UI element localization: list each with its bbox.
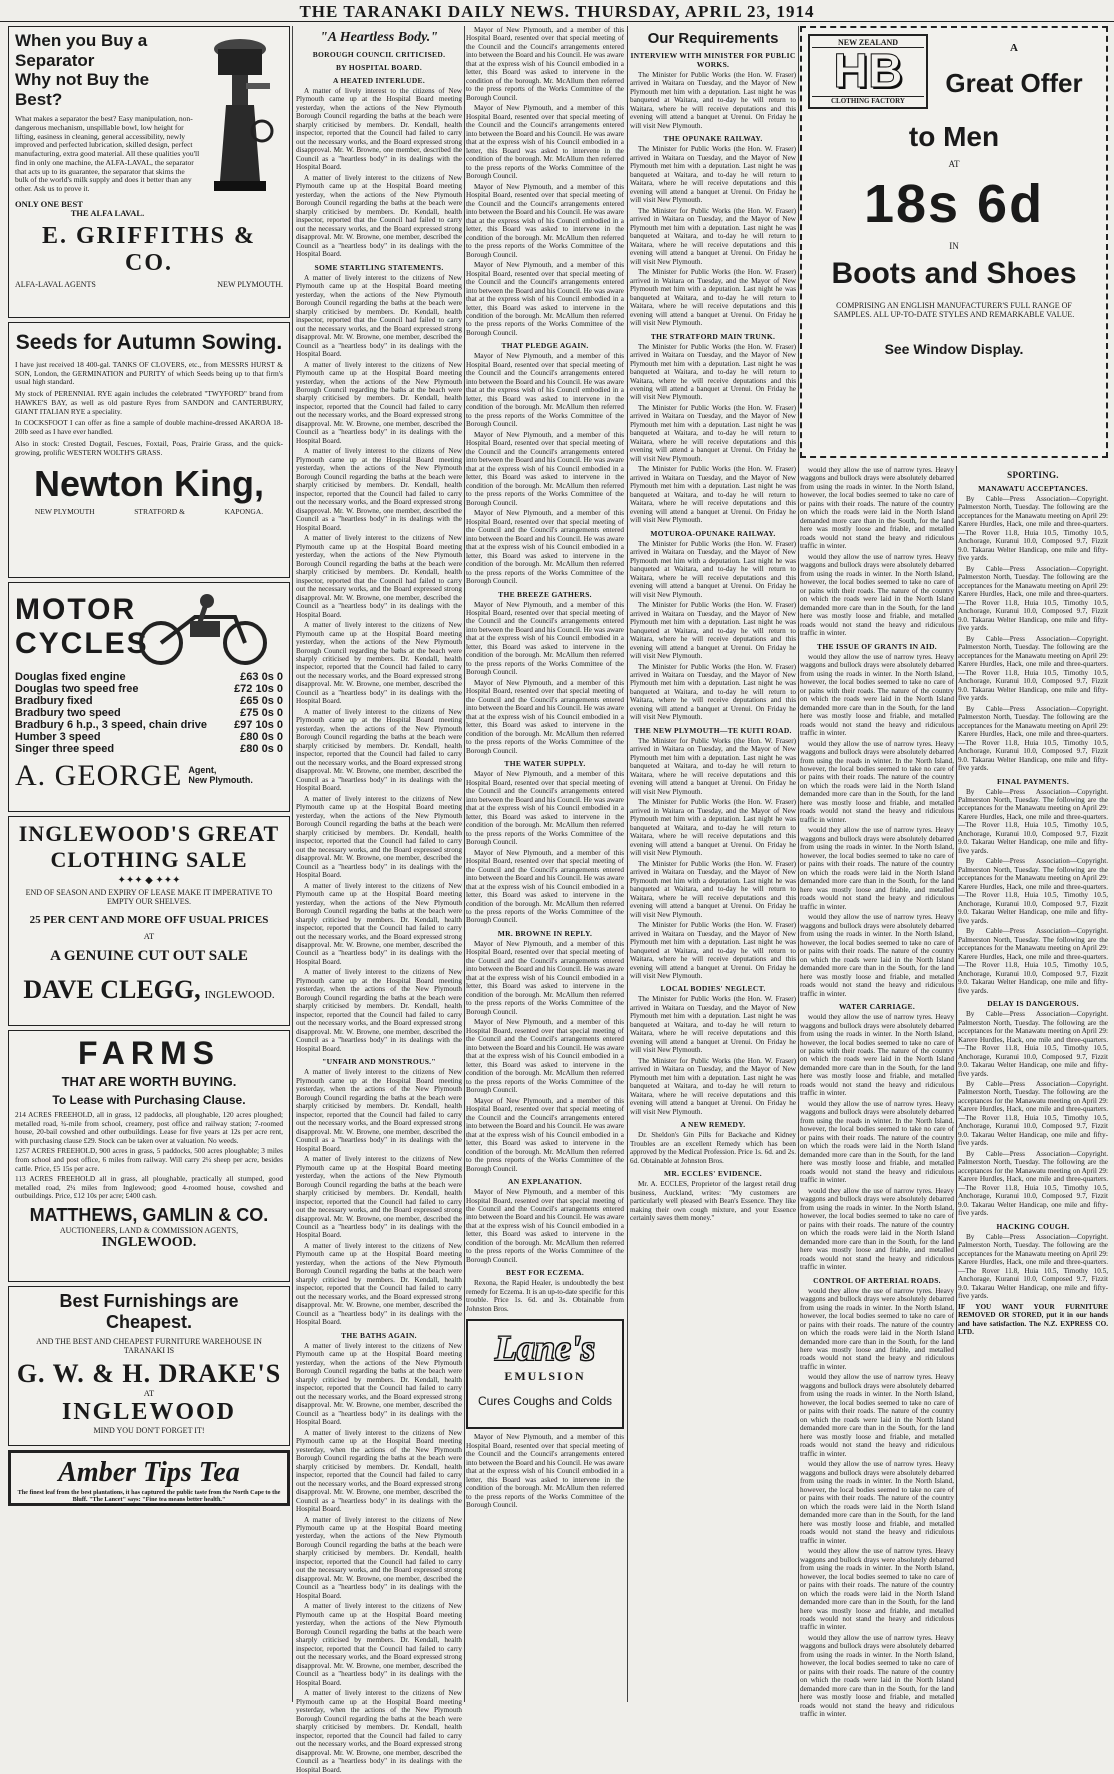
- article-paragraph: A matter of lively interest to the citizens of New Plymouth came up at the Hospital Board meeting yesterday, when the actions of the New Plymouth Borough Council regarding the baths at the beach were sharply criticised by members. Dr. Kendall, health inspector, reported that the Council had failed to carry out the necessary works, and the Board expressed strong disapproval. Mr. W. Browne, one member, described the Council as a "heartless body" in its dealings with the Hospital Board.: [296, 1068, 462, 1153]
- farms-role: AUCTIONEERS, LAND & COMMISSION AGENTS,: [59, 1226, 239, 1236]
- article-paragraph: A matter of lively interest to the citizens of New Plymouth came up at the Hospital Board meeting yesterday, when the actions of the New Plymouth Borough Council regarding the baths at the beach were sharply criticised by members. Dr. Kendall, health inspector, reported that the Council had failed to carry out the necessary works, and the Board expressed strong disapproval. Mr. W. Browne, one member, described the Council as a "heartless body" in its dealings with the Hospital Board.: [296, 1155, 462, 1240]
- article-subheading: MANAWATU ACCEPTANCES.: [978, 484, 1088, 493]
- article-paragraph: By Cable—Press Association—Copyright. Palmerston North, Tuesday. The following are the acceptances for the Manawatu meeting on April 29: Karere Hurdles, Hack, one mile and three-quarters.—The Rover 11.8, Huia 10.5, Timothy 10.5, Anchorage, Kuranui 10.0, Composed 9.7, Fizzit 9.0. Takarau Welter Handicap, one mile and fifty-five yards.: [958, 704, 1108, 773]
- hb-logo: [808, 34, 928, 109]
- article-paragraph: By Cable—Press Association—Copyright. Palmerston North, Tuesday. The following are the acceptances for the Manawatu meeting on April 29: Karere Hurdles, Hack, one mile and three-quarters.—The Rover 11.8, Huia 10.5, Timothy 10.5, Anchorage, Kuranui 10.0, Composed 9.7, Fizzit 9.0. Takarau Welter Handicap, one mile and fifty-five yards.: [958, 787, 1108, 855]
- separator-brand: THE ALFA LAVAL.: [70, 208, 145, 219]
- news-column-roads: [800, 466, 954, 1719]
- article-headline: Our Requirements: [647, 30, 779, 47]
- farms-heading: FARMS: [78, 1035, 220, 1071]
- amber-tips-tea-advert: [8, 1450, 290, 1506]
- motor-price-row: [15, 743, 283, 755]
- column-rule: [956, 466, 957, 1702]
- article-paragraph: A matter of lively interest to the citizens of New Plymouth came up at the Hospital Board meeting yesterday, when the actions of the New Plymouth Borough Council regarding the baths at the beach were sharply criticised by members. Dr. Kendall, health inspector, reported that the Council had failed to carry out the necessary works, and the Board expressed strong disapproval. Mr. W. Browne, one member, described the Council as a "heartless body" in its dealings with the Hospital Board.: [296, 360, 462, 445]
- article-paragraph: A matter of lively interest to the citizens of New Plymouth came up at the Hospital Board meeting yesterday, when the actions of the New Plymouth Borough Council regarding the baths at the beach were sharply criticised by members. Dr. Kendall, health inspector, reported that the Council had failed to carry out the necessary works, and the Board expressed strong disapproval. Mr. W. Browne, one member, described the Council as a "heartless body" in its dealings with the Hospital Board.: [296, 881, 462, 966]
- hb-boots-shoes: Boots and Shoes: [831, 257, 1077, 290]
- article-paragraph: would they allow the use of narrow tyres. Heavy waggons and bullock drays were absolutely debarred from using the roads in winter. In the North Island, however, the local bodies seemed to take no care of or pains with their roads. The nature of the country on which the roads were laid in the North Island demanded more care than in the South, for the land here was mostly loose and friable, and metalled roads would not stand the heavy and ridiculous traffic in winter.: [800, 552, 954, 638]
- article-paragraph: The Minister for Public Works (the Hon. W. Fraser) arrived in Waitara on Tuesday, and the Mayor of New Plymouth met him with a deputation. Last night he was banqueted at Waitara, and to-day he will return to Waitara, where he will receive deputations and this evening will attend a banquet at Urenui. On Friday he will visit New Plymouth.: [630, 403, 796, 463]
- seeds-town: STRATFORD &: [134, 507, 185, 517]
- article-paragraph: By Cable—Press Association—Copyright. Palmerston North, Tuesday. The following are the acceptances for the Manawatu meeting on April 29: Karere Hurdles, Hack, one mile and three-quarters.—The Rover 11.8, Huia 10.5, Timothy 10.5, Anchorage, Kuranui 10.0, Composed 9.7, Fizzit 9.0. Takarau Welter Handicap, one mile and fifty-five yards.: [958, 1232, 1108, 1301]
- hb-logo-letters: HB: [833, 45, 903, 98]
- article-paragraph: The Minister for Public Works (the Hon. W. Fraser) arrived in Waitara on Tuesday, and the Mayor of New Plymouth met him with a deputation. Last night he was banqueted at Waitara, and to-day he will return to Waitara, where he will receive deputations and this evening will attend a banquet at Urenui. On Friday he will visit New Plymouth.: [630, 206, 796, 266]
- article-subheading: CONTROL OF ARTERIAL ROADS.: [813, 1275, 941, 1285]
- clothing-town: INGLEWOOD.: [204, 989, 275, 1002]
- article-paragraph: A matter of lively interest to the citizens of New Plymouth came up at the Hospital Board meeting yesterday, when the actions of the New Plymouth Borough Council regarding the baths at the beach were sharply criticised by members. Dr. Kendall, health inspector, reported that the Council had failed to carry out the necessary works, and the Board expressed strong disapproval. Mr. W. Browne, one member, described the Council as a "heartless body" in its dealings with the Hospital Board.: [296, 1428, 462, 1514]
- motor-item-name: Singer three speed: [15, 743, 115, 755]
- article-paragraph: A matter of lively interest to the citizens of New Plymouth came up at the Hospital Board meeting yesterday, when the actions of the New Plymouth Borough Council regarding the baths at the beach were sharply criticised by members. Dr. Kendall, health inspector, reported that the Council had failed to carry out the necessary works, and the Board expressed strong disapproval. Mr. W. Browne, one member, described the Council as a "heartless body" in its dealings with the Hospital Board.: [296, 1689, 462, 1774]
- furnish-at: AT: [143, 1388, 155, 1399]
- seeds-paragraph: In COCKSFOOT I can offer as fine a sample of double machine-dressed AKAROA 18-20lb seed as I have ever handled.: [15, 418, 283, 437]
- column-rule: [627, 26, 628, 1702]
- article-paragraph: would they allow the use of narrow tyres. Heavy waggons and bullock drays were absolutely debarred from using the roads in winter. In the North Island, however, the local bodies seemed to take no care of or pains with their roads. The nature of the country on which the roads were laid in the North Island demanded more care than in the South, for the land here was mostly loose and friable, and metalled roads would not stand the heavy and ridiculous traffic in winter.: [800, 913, 954, 998]
- separator-body: What makes a separator the best? Easy manipulation, non-dangerous mechanism, unspillable bowl, low height for lifting, easiness in cleaning, general accessibility, newly improved and perfected lubrication, skilled design, perfect manufacturing, extra good material. All these qualities you'll find in only one machine, the ALFA-LAVAL, the separator that acts up to its guarantee, the separator that skims the bulk of the world's milk supply and does it better than any other. Ask us to prove it.: [15, 114, 200, 193]
- article-paragraph: The Minister for Public Works (the Hon. W. Fraser) arrived in Waitara on Tuesday, and the Mayor of New Plymouth met him with a deputation. Last night he was banqueted at Waitara, and to-day he will return to Waitara, where he will receive deputations and this evening will attend a banquet at Urenui. On Friday he will visit New Plymouth.: [630, 995, 796, 1055]
- article-paragraph: A matter of lively interest to the citizens of New Plymouth came up at the Hospital Board meeting yesterday, when the actions of the New Plymouth Borough Council regarding the baths at the beach were sharply criticised by members. Dr. Kendall, health inspector, reported that the Council had failed to carry out the necessary works, and the Board expressed strong disapproval. Mr. W. Browne, one member, described the Council as a "heartless body" in its dealings with the Hospital Board.: [296, 707, 462, 793]
- motor-price-row: [15, 671, 283, 683]
- article-paragraph: Mayor of New Plymouth, and a member of this Hospital Board, resented over that special meeting of the Council and the Council's arrangements entered into between the Board and his Council. He was aware that at the express wish of his Council embodied in a letter, this Board was asked to intervene in the condition of the borough. Mr. McAllum then referred to the press reports of the Works Committee of the Borough Council.: [466, 26, 624, 102]
- hb-logo-bottom: CLOTHING FACTORY: [812, 96, 924, 105]
- farms-lease: To Lease with Purchasing Clause.: [52, 1093, 246, 1107]
- article-paragraph: The Minister for Public Works (the Hon. W. Fraser) arrived in Waitara on Tuesday, and the Mayor of New Plymouth met him with a deputation. Last night he was banqueted at Waitara, and to-day he will return to Waitara, where he will receive deputations and this evening will attend a banquet at Urenui. On Friday he will visit New Plymouth.: [630, 736, 796, 796]
- article-paragraph: By Cable—Press Association—Copyright. Palmerston North, Tuesday. The following are the acceptances for the Manawatu meeting on April 29: Karere Hurdles, Hack, one mile and three-quarters.—The Rover 11.8, Huia 10.5, Timothy 10.5, Anchorage, Kuranui 10.0, Composed 9.7, Fizzit 9.0. Takarau Welter Handicap, one mile and fifty-five yards.: [958, 1149, 1108, 1218]
- article-subheading: BY HOSPITAL BOARD.: [335, 63, 423, 72]
- column-rule: [464, 26, 465, 1702]
- article-paragraph: would they allow the use of narrow tyres. Heavy waggons and bullock drays were absolutely debarred from using the roads in winter. In the North Island, however, the local bodies seemed to take no care of or pains with their roads. The nature of the country on which the roads were laid in the North Island demanded more care than in the South, for the land here was mostly loose and friable, and metalled roads would not stand the heavy and ridiculous traffic in winter.: [800, 1633, 954, 1719]
- hb-boots-advert: [800, 26, 1108, 462]
- article-paragraph: A matter of lively interest to the citizens of New Plymouth came up at the Hospital Board meeting yesterday, when the actions of the New Plymouth Borough Council regarding the baths at the beach were sharply criticised by members. Dr. Kendall, health inspector, reported that the Council had failed to carry out the necessary works, and the Board expressed strong disapproval. Mr. W. Browne, one member, described the Council as a "heartless body" in its dealings with the Hospital Board.: [296, 447, 462, 532]
- lanes-name: EMULSION: [504, 1369, 586, 1384]
- article-paragraph: The Minister for Public Works (the Hon. W. Fraser) arrived in Waitara on Tuesday, and the Mayor of New Plymouth met him with a deputation. Last night he was banqueted at Waitara, and to-day he will return to Waitara, where he will receive deputations and this evening will attend a banquet at Urenui. On Friday he will visit New Plymouth.: [630, 859, 796, 919]
- article-paragraph: By Cable—Press Association—Copyright. Palmerston North, Tuesday. The following are the acceptances for the Manawatu meeting on April 29: Karere Hurdles, Hack, one mile and three-quarters.—The Rover 11.8, Huia 10.5, Timothy 10.5, Anchorage, Kuranui 10.0, Composed 9.7, Fizzit 9.0. Takarau Welter Handicap, one mile and fifty-five yards.: [958, 857, 1108, 925]
- article-paragraph: Mayor of New Plymouth, and a member of this Hospital Board, resented over that special meeting of the Council and the Council's arrangements entered into between the Board and his Council. He was aware that at the express wish of his Council embodied in a letter, this Board was asked to intervene in the condition of the borough. Mr. McAllum then referred to the press reports of the Works Committee of the Borough Council.: [466, 678, 624, 755]
- furnish-note: MIND YOU DON'T FORGET IT!: [93, 1426, 205, 1436]
- article-paragraph: The Minister for Public Works (the Hon. W. Fraser) arrived in Waitara on Tuesday, and the Mayor of New Plymouth met him with a deputation. Last night he was banqueted at Waitara, and to-day he will return to Waitara, where he will receive deputations and this evening will attend a banquet at Urenui. On Friday he will visit New Plymouth.: [630, 268, 796, 328]
- motor-agent: Agent,: [188, 765, 217, 776]
- article-subheading: SOME STARTLING STATEMENTS.: [314, 262, 444, 272]
- farm-listing: 113 ACRES FREEHOLD all in grass, all ploughable, practically all stumped, good metalled road, 2¼ miles from Inglewood; good 4-roomed house, cowshed and outbuildings. Price, £12 10s per acre; £400 cash.: [15, 1174, 283, 1201]
- article-paragraph: By Cable—Press Association—Copyright. Palmerston North, Tuesday. The following are the acceptances for the Manawatu meeting on April 29: Karere Hurdles, Hack, one mile and three-quarters.—The Rover 11.8, Huia 10.5, Timothy 10.5, Anchorage, Kuranui 10.0, Composed 9.7, Fizzit 9.0. Takarau Welter Handicap, one mile and fifty-five yards.: [958, 1080, 1108, 1148]
- article-paragraph: would they allow the use of narrow tyres. Heavy waggons and bullock drays were absolutely debarred from using the roads in winter. In the North Island, however, the local bodies seemed to take no care of or pains with their roads. The nature of the country on which the roads were laid in the North Island demanded more care than in the South, for the land here was mostly loose and friable, and metalled roads would not stand the heavy and ridiculous traffic in winter.: [800, 826, 954, 911]
- motor-item-price: £65 0s 0: [240, 695, 283, 707]
- furnish-line: AND THE BEST AND CHEAPEST FURNITURE WAREHOUSE IN TARANAKI IS: [36, 1337, 262, 1356]
- article-paragraph: A matter of lively interest to the citizens of New Plymouth came up at the Hospital Board meeting yesterday, when the actions of the New Plymouth Borough Council regarding the baths at the beach were sharply criticised by members. Dr. Kendall, health inspector, reported that the Council had failed to carry out the necessary works, and the Board expressed strong disapproval. Mr. W. Browne, one member, described the Council as a "heartless body" in its dealings with the Hospital Board.: [296, 87, 462, 172]
- motor-item-name: Bradbury fixed: [15, 695, 93, 707]
- hb-price: 18s 6d: [863, 174, 1045, 234]
- article-paragraph: would they allow the use of narrow tyres. Heavy waggons and bullock drays were absolutely debarred from using the roads in winter. In the North Island, however, the local bodies seemed to take no care of or pains with their roads. The nature of the country on which the roads were laid in the North Island demanded more care than in the South, for the land here was mostly loose and friable, and metalled roads would not stand the heavy and ridiculous traffic in winter.: [800, 739, 954, 824]
- article-paragraph: Mr. A. ECCLES, Proprietor of the largest retail drug business, Auckland, writes: "My customers are particularly well pleased with Bean's Essence. They like making their own cough mixture, and your Essence certainly saves them money.": [630, 1180, 796, 1223]
- article-paragraph: A matter of lively interest to the citizens of New Plymouth came up at the Hospital Board meeting yesterday, when the actions of the New Plymouth Borough Council regarding the baths at the beach were sharply criticised by members. Dr. Kendall, health inspector, reported that the Council had failed to carry out the necessary works, and the Board expressed strong disapproval. Mr. W. Browne, one member, described the Council as a "heartless body" in its dealings with the Hospital Board.: [296, 1515, 462, 1600]
- separator-advert: [8, 26, 290, 318]
- motor-firm: A. GEORGE: [15, 759, 183, 792]
- article-paragraph: would they allow the use of narrow tyres. Heavy waggons and bullock drays were absolutely debarred from using the roads in winter. In the North Island, however, the local bodies seemed to take no care of or pains with their roads. The nature of the country on which the roads were laid in the North Island demanded more care than in the South, for the land here was mostly loose and friable, and metalled roads would not stand the heavy and ridiculous traffic in winter.: [800, 1373, 954, 1458]
- article-paragraph: A matter of lively interest to the citizens of New Plymouth came up at the Hospital Board meeting yesterday, when the actions of the New Plymouth Borough Council regarding the baths at the beach were sharply criticised by members. Dr. Kendall, health inspector, reported that the Council had failed to carry out the necessary works, and the Board expressed strong disapproval. Mr. W. Browne, one member, described the Council as a "heartless body" in its dealings with the Hospital Board.: [296, 1602, 462, 1687]
- article-subheading: BOROUGH COUNCIL CRITICISED.: [312, 50, 446, 59]
- article-paragraph: A matter of lively interest to the citizens of New Plymouth came up at the Hospital Board meeting yesterday, when the actions of the New Plymouth Borough Council regarding the baths at the beach were sharply criticised by members. Dr. Kendall, health inspector, reported that the Council had failed to carry out the necessary works, and the Board expressed strong disapproval. Mr. W. Browne, one member, described the Council as a "heartless body" in its dealings with the Hospital Board.: [296, 1241, 462, 1327]
- motor-item-name: Bradbury 6 h.p., 3 speed, chain drive: [15, 719, 207, 731]
- motor-price-row: [15, 683, 283, 695]
- article-headline: "A Heartless Body.": [319, 30, 439, 45]
- clothing-heading-1: INGLEWOOD'S GREAT: [18, 821, 280, 846]
- furnish-firm: G. W. & H. DRAKE'S: [16, 1359, 282, 1389]
- article-paragraph: Mayor of New Plymouth, and a member of this Hospital Board, resented over that special meeting of the Council and the Council's arrangements entered into between the Board and his Council. He was aware that at the express wish of his Council embodied in a letter, this Board was asked to intervene in the condition of the borough. Mr. McAllum then referred to the press reports of the Works Committee of the Borough Council.: [466, 261, 624, 337]
- farms-advert: [8, 1030, 290, 1282]
- article-paragraph: The Minister for Public Works (the Hon. W. Fraser) arrived in Waitara on Tuesday, and the Mayor of New Plymouth met him with a deputation. Last night he was banqueted at Waitara, and to-day he will return to Waitara, where he will receive deputations and this evening will attend a banquet at Urenui. On Friday he will visit New Plymouth.: [630, 539, 796, 599]
- seeds-paragraph: My stock of PERENNIAL RYE again includes the celebrated "TWYFORD" brand from HAWKE'S BAY, as well as old pasture Ryes from SANDON and CANTERBURY, GIANT ITALIAN RYE a speciality.: [15, 389, 283, 416]
- article-subheading: THE NEW PLYMOUTH—TE KUITI ROAD.: [634, 725, 792, 735]
- article-paragraph: would they allow the use of narrow tyres. Heavy waggons and bullock drays were absolutely debarred from using the roads in winter. In the North Island, however, the local bodies seemed to take no care of or pains with their roads. The nature of the country on which the roads were laid in the North Island demanded more care than in the South, for the land here was mostly loose and friable, and metalled roads would not stand the heavy and ridiculous traffic in winter.: [800, 1286, 954, 1371]
- farms-town: INGLEWOOD.: [101, 1235, 197, 1251]
- seeds-paragraph: Also in stock: Crested Dogtail, Fescues, Foxtail, Poas, Prairie Grass, and the quick-growing, prolific WESTERN WOLTH'S GRASS.: [15, 438, 283, 457]
- tea-heading: Amber Tips Tea: [58, 1457, 240, 1488]
- ornament-divider: ✦✦✦ ◆ ✦✦✦: [117, 875, 181, 886]
- article-paragraph: By Cable—Press Association—Copyright. Palmerston North, Tuesday. The following are the acceptances for the Manawatu meeting on April 29: Karere Hurdles, Hack, one mile and three-quarters.—The Rover 11.8, Huia 10.5, Timothy 10.5, Anchorage, Kuranui 10.0, Composed 9.7, Fizzit 9.0. Takarau Welter Handicap, one mile and fifty-five yards.: [958, 564, 1108, 633]
- article-paragraph: Mayor of New Plymouth, and a member of this Hospital Board, resented over that special meeting of the Council and the Council's arrangements entered into between the Board and his Council. He was aware that at the express wish of his Council embodied in a letter, this Board was asked to intervene in the condition of the borough. Mr. McAllum then referred to the press reports of the Works Committee of the Borough Council.: [466, 1188, 624, 1264]
- article-paragraph: A matter of lively interest to the citizens of New Plymouth came up at the Hospital Board meeting yesterday, when the actions of the New Plymouth Borough Council regarding the baths at the beach were sharply criticised by members. Dr. Kendall, health inspector, reported that the Council had failed to carry out the necessary works, and the Board expressed strong disapproval. Mr. W. Browne, one member, described the Council as a "heartless body" in its dealings with the Hospital Board.: [296, 173, 462, 259]
- motor-item-price: £80 0s 0: [240, 743, 283, 755]
- article-subheading: INTERVIEW WITH MINISTER FOR PUBLIC WORKS.: [630, 51, 796, 69]
- motor-item-price: £80 0s 0: [240, 731, 283, 743]
- article-subheading: LOCAL BODIES' NEGLECT.: [660, 984, 766, 994]
- article-paragraph: Mayor of New Plymouth, and a member of this Hospital Board, resented over that special meeting of the Council and the Council's arrangements entered into between the Board and his Council. He was aware that at the express wish of his Council embodied in a letter, this Board was asked to intervene in the condition of the borough. Mr. McAllum then referred to the press reports of the Works Committee of the Borough Council.: [466, 352, 624, 429]
- article-paragraph: would they allow the use of narrow tyres. Heavy waggons and bullock drays were absolutely debarred from using the roads in winter. In the North Island, however, the local bodies seemed to take no care of or pains with their roads. The nature of the country on which the roads were laid in the North Island demanded more care than in the South, for the land here was mostly loose and friable, and metalled roads would not stand the heavy and ridiculous traffic in winter.: [800, 1013, 954, 1098]
- article-paragraph: Dr. Sheldon's Gin Pills for Backache and Kidney Troubles are an excellent Remedy which has been approved by the Medical Profession. Price 1s. 6d. and 2s. 6d. Obtainable at Johnston Bros.: [630, 1131, 796, 1165]
- article-paragraph: The Minister for Public Works (the Hon. W. Fraser) arrived in Waitara on Tuesday, and the Mayor of New Plymouth met him with a deputation. Last night he was banqueted at Waitara, and to-day he will return to Waitara, where he will receive deputations and this evening will attend a banquet at Urenui. On Friday he will visit New Plymouth.: [630, 798, 796, 858]
- article-paragraph: would they allow the use of narrow tyres. Heavy waggons and bullock drays were absolutely debarred from using the roads in winter. In the North Island, however, the local bodies seemed to take no care of or pains with their roads. The nature of the country on which the roads were laid in the North Island demanded more care than in the South, for the land here was mostly loose and friable, and metalled roads would not stand the heavy and ridiculous traffic in winter.: [800, 1547, 954, 1632]
- motor-item-name: Humber 3 speed: [15, 731, 101, 743]
- separator-machine-illustration: [200, 31, 280, 219]
- motor-item-price: £72 10s 0: [234, 683, 283, 695]
- hb-at: AT: [948, 159, 960, 169]
- farms-firm: MATTHEWS, GAMLIN & CO.: [29, 1205, 269, 1226]
- column-rule: [292, 26, 293, 1702]
- farms-subheading: THAT ARE WORTH BUYING.: [61, 1074, 237, 1089]
- clothing-line: 25 PER CENT AND MORE OFF USUAL PRICES: [29, 914, 269, 927]
- article-subheading: AN EXPLANATION.: [508, 1177, 582, 1187]
- motor-cycles-advert: [8, 582, 290, 812]
- seeds-advert: [8, 322, 290, 578]
- article-paragraph: A matter of lively interest to the citizens of New Plymouth came up at the Hospital Board meeting yesterday, when the actions of the New Plymouth Borough Council regarding the baths at the beach were sharply criticised by members. Dr. Kendall, health inspector, reported that the Council had failed to carry out the necessary works, and the Board expressed strong disapproval. Mr. W. Browne, one member, described the Council as a "heartless body" in its dealings with the Hospital Board.: [296, 1341, 462, 1427]
- motor-item-name: Douglas fixed engine: [15, 671, 126, 683]
- seeds-heading: Seeds for Autumn Sowing.: [15, 331, 283, 354]
- article-subheading: A NEW REMEDY.: [680, 1120, 746, 1130]
- article-subheading: THE BATHS AGAIN.: [341, 1330, 417, 1340]
- article-subheading: FINAL PAYMENTS.: [996, 776, 1069, 786]
- lanes-emulsion-advert: [466, 1319, 624, 1429]
- hb-to-men: to Men: [908, 121, 1000, 152]
- news-column-sporting: [958, 466, 1108, 1702]
- clothing-line: END OF SEASON AND EXPIRY OF LEASE MAKE IT IMPERATIVE TO EMPTY OUR SHELVES.: [25, 888, 273, 907]
- furnish-heading: Best Furnishings are Cheapest.: [59, 1291, 239, 1332]
- article-paragraph: would they allow the use of narrow tyres. Heavy waggons and bullock drays were absolutely debarred from using the roads in winter. In the North Island, however, the local bodies seemed to take no care of or pains with their roads. The nature of the country on which the roads were laid in the North Island demanded more care than in the South, for the land here was mostly loose and friable, and metalled roads would not stand the heavy and ridiculous traffic in winter.: [800, 466, 954, 551]
- article-paragraph: The Minister for Public Works (the Hon. W. Fraser) arrived in Waitara on Tuesday, and the Mayor of New Plymouth met him with a deputation. Last night he was banqueted at Waitara, and to-day he will return to Waitara, where he will receive deputations and this evening will attend a banquet at Urenui. On Friday he will visit New Plymouth.: [630, 342, 796, 402]
- lanes-tagline: Cures Coughs and Colds: [477, 1394, 613, 1409]
- furnishings-advert: [8, 1286, 290, 1446]
- article-subheading: MR. BROWNE IN REPLY.: [497, 928, 593, 938]
- news-column-our-requirements: [630, 26, 796, 1702]
- motor-price-row: [15, 719, 283, 731]
- article-subheading: DELAY IS DANGEROUS.: [987, 999, 1079, 1009]
- article-paragraph: By Cable—Press Association—Copyright. Palmerston North, Tuesday. The following are the acceptances for the Manawatu meeting on April 29: Karere Hurdles, Hack, one mile and three-quarters.—The Rover 11.8, Huia 10.5, Timothy 10.5, Anchorage, Kuranui 10.0, Composed 9.7, Fizzit 9.0. Takarau Welter Handicap, one mile and fifty-five yards.: [958, 495, 1108, 563]
- article-subheading: "UNFAIR AND MONSTROUS.": [322, 1057, 436, 1067]
- article-paragraph: Rexona, the Rapid Healer, is undoubtedly the best remedy for Eczema. It is an up-to-date specific for this trouble. Price 1s. 6d. and 3s. Obtainable from Johnston Bros.: [466, 1279, 624, 1313]
- masthead: THE TARANAKI DAILY NEWS. THURSDAY, APRIL 23, 1914: [0, 0, 1114, 22]
- article-paragraph: The Minister for Public Works (the Hon. W. Fraser) arrived in Waitara on Tuesday, and the Mayor of New Plymouth met him with a deputation. Last night he was banqueted at Waitara, and to-day he will return to Waitara, where he will receive deputations and this evening will attend a banquet at Urenui. On Friday he will visit New Plymouth.: [630, 921, 796, 980]
- hb-description: COMPRISING AN ENGLISH MANUFACTURER'S FULL RANGE OF SAMPLES. ALL UP-TO-DATE STYLES AND REMARKABLE VALUE.: [833, 301, 1075, 319]
- article-paragraph: The Minister for Public Works (the Hon. W. Fraser) arrived in Waitara on Tuesday, and the Mayor of New Plymouth met him with a deputation. Last night he was banqueted at Waitara, and to-day he will return to Waitara, where he will receive deputations and this evening will attend a banquet at Urenui. On Friday he will visit New Plymouth.: [630, 601, 796, 661]
- motor-item-name: Douglas two speed free: [15, 683, 139, 695]
- article-paragraph: The Minister for Public Works (the Hon. W. Fraser) arrived in Waitara on Tuesday, and the Mayor of New Plymouth met him with a deputation. Last night he was banqueted at Waitara, and to-day he will return to Waitara, where he will receive deputations and this evening will attend a banquet at Urenui. On Friday he will visit New Plymouth.: [630, 662, 796, 722]
- motor-price-row: [15, 695, 283, 707]
- article-subheading: MOTUROA-OPUNAKE RAILWAY.: [650, 528, 776, 538]
- clothing-heading-2: CLOTHING SALE: [50, 847, 248, 872]
- clothing-line: AT: [143, 931, 155, 942]
- separator-heading-1: When you Buy a Separator: [15, 31, 148, 70]
- article-paragraph: Mayor of New Plymouth, and a member of this Hospital Board, resented over that special meeting of the Council and the Council's arrangements entered into between the Board and his Council. He was aware that at the express wish of his Council embodied in a letter, this Board was asked to intervene in the condition of the borough. Mr. McAllum then referred to the press reports of the Works Committee of the Borough Council.: [466, 848, 624, 925]
- article-paragraph: By Cable—Press Association—Copyright. Palmerston North, Tuesday. The following are the acceptances for the Manawatu meeting on April 29: Karere Hurdles, Hack, one mile and three-quarters.—The Rover 11.8, Huia 10.5, Timothy 10.5, Anchorage, Kuranui 10.0, Composed 9.7, Fizzit 9.0. Takarau Welter Handicap, one mile and fifty-five yards.: [958, 1010, 1108, 1078]
- article-paragraph: The Minister for Public Works (the Hon. W. Fraser) arrived in Waitara on Tuesday, and the Mayor of New Plymouth met him with a deputation. Last night he was banqueted at Waitara, and to-day he will return to Waitara, where he will receive deputations and this evening will attend a banquet at Urenui. On Friday he will visit New Plymouth.: [630, 145, 796, 205]
- motorcycle-illustration: [135, 587, 275, 667]
- article-subheading: MR. ECCLES' EVIDENCE.: [664, 1169, 762, 1179]
- seeds-firm: Newton King,: [34, 463, 264, 505]
- motor-heading: CYCLES: [15, 627, 149, 660]
- column-rule: [798, 26, 799, 1702]
- article-subheading: BEST FOR ECZEMA.: [505, 1268, 585, 1278]
- article-paragraph: would they allow the use of narrow tyres. Heavy waggons and bullock drays were absolutely debarred from using the roads in winter. In the North Island, however, the local bodies seemed to take no care of or pains with their roads. The nature of the country on which the roads were laid in the North Island demanded more care than in the South, for the land here was mostly loose and friable, and metalled roads would not stand the heavy and ridiculous traffic in winter.: [800, 652, 954, 738]
- hb-great-offer: Great Offer: [945, 68, 1083, 98]
- motor-price-row: [15, 707, 283, 719]
- news-column-hospital-board: [296, 26, 462, 1774]
- article-subheading: THE BREEZE GATHERS.: [498, 589, 592, 599]
- article-paragraph: Mayor of New Plymouth, and a member of this Hospital Board, resented over that special meeting of the Council and the Council's arrangements entered into between the Board and his Council. He was aware that at the express wish of his Council embodied in a letter, this Board was asked to intervene in the condition of the borough. Mr. McAllum then referred to the press reports of the Works Committee of the Borough Council.: [466, 939, 624, 1016]
- article-subheading: SPORTING.: [1007, 470, 1059, 480]
- clothing-sale-advert: [8, 816, 290, 1026]
- seeds-paragraph: I have just received 18 400-gal. TANKS OF CLOVERS, etc., from MESSRS HURST & SON, London, the GERMINATION and PURITY of which Seeds being up to that firm's usual high standard.: [15, 360, 283, 387]
- clothing-line: A GENUINE CUT OUT SALE: [50, 948, 248, 965]
- article-paragraph: Mayor of New Plymouth, and a member of this Hospital Board, resented over that special meeting of the Council and the Council's arrangements entered into between the Board and his Council. He was aware that at the express wish of his Council embodied in a letter, this Board was asked to intervene in the condition of the borough. Mr. McAllum then referred to the press reports of the Works Committee of the Borough Council.: [466, 600, 624, 677]
- separator-town: NEW PLYMOUTH.: [217, 280, 283, 290]
- motor-item-price: £75 0s 0: [240, 707, 283, 719]
- seeds-town: NEW PLYMOUTH: [34, 507, 95, 517]
- article-paragraph: A matter of lively interest to the citizens of New Plymouth came up at the Hospital Board meeting yesterday, when the actions of the New Plymouth Borough Council regarding the baths at the beach were sharply criticised by members. Dr. Kendall, health inspector, reported that the Council had failed to carry out the necessary works, and the Board expressed strong disapproval. Mr. W. Browne, one member, described the Council as a "heartless body" in its dealings with the Hospital Board.: [296, 794, 462, 880]
- clothing-firm: DAVE CLEGG,: [23, 975, 201, 1005]
- article-paragraph: Mayor of New Plymouth, and a member of this Hospital Board, resented over that special meeting of the Council and the Council's arrangements entered into between the Board and his Council. He was aware that at the express wish of his Council embodied in a letter, this Board was asked to intervene in the condition of the borough. Mr. McAllum then referred to the press reports of the Works Committee of the Borough Council.: [466, 1433, 624, 1510]
- article-paragraph: Mayor of New Plymouth, and a member of this Hospital Board, resented over that special meeting of the Council and the Council's arrangements entered into between the Board and his Council. He was aware that at the express wish of his Council embodied in a letter, this Board was asked to intervene in the condition of the borough. Mr. McAllum then referred to the press reports of the Works Committee of the Borough Council.: [466, 104, 624, 181]
- article-subheading: THE OPUNAKE RAILWAY.: [663, 134, 763, 144]
- hb-line: A: [1010, 42, 1018, 54]
- article-paragraph: The Minister for Public Works (the Hon. W. Fraser) arrived in Waitara on Tuesday, and the Mayor of New Plymouth met him with a deputation. Last night he was banqueted at Waitara, and to-day he will return to Waitara, where he will receive deputations and this evening will attend a banquet at Urenui. On Friday he will visit New Plymouth.: [630, 1056, 796, 1116]
- furnish-town: INGLEWOOD: [61, 1399, 237, 1426]
- article-paragraph: would they allow the use of narrow tyres. Heavy waggons and bullock drays were absolutely debarred from using the roads in winter. In the North Island, however, the local bodies seemed to take no care of or pains with their roads. The nature of the country on which the roads were laid in the North Island demanded more care than in the South, for the land here was mostly loose and friable, and metalled roads would not stand the heavy and ridiculous traffic in winter.: [800, 1099, 954, 1185]
- article-paragraph: Mayor of New Plymouth, and a member of this Hospital Board, resented over that special meeting of the Council and the Council's arrangements entered into between the Board and his Council. He was aware that at the express wish of his Council embodied in a letter, this Board was asked to intervene in the condition of the borough. Mr. McAllum then referred to the press reports of the Works Committee of the Borough Council.: [466, 1096, 624, 1173]
- article-paragraph: A matter of lively interest to the citizens of New Plymouth came up at the Hospital Board meeting yesterday, when the actions of the New Plymouth Borough Council regarding the baths at the beach were sharply criticised by members. Dr. Kendall, health inspector, reported that the Council had failed to carry out the necessary works, and the Board expressed strong disapproval. Mr. W. Browne, one member, described the Council as a "heartless body" in its dealings with the Hospital Board.: [296, 273, 462, 359]
- motor-item-price: £63 0s 0: [240, 671, 283, 683]
- article-paragraph: A matter of lively interest to the citizens of New Plymouth came up at the Hospital Board meeting yesterday, when the actions of the New Plymouth Borough Council regarding the baths at the beach were sharply criticised by members. Dr. Kendall, health inspector, reported that the Council had failed to carry out the necessary works, and the Board expressed strong disapproval. Mr. W. Browne, one member, described the Council as a "heartless body" in its dealings with the Hospital Board.: [296, 534, 462, 619]
- advert-column: [8, 26, 290, 1702]
- article-subheading: HACKING COUGH.: [996, 1221, 1070, 1231]
- hb-logo-top: NEW ZEALAND: [812, 38, 924, 48]
- article-paragraph: By Cable—Press Association—Copyright. Palmerston North, Tuesday. The following are the acceptances for the Manawatu meeting on April 29: Karere Hurdles, Hack, one mile and three-quarters.—The Rover 11.8, Huia 10.5, Timothy 10.5, Anchorage, Kuranui 10.0, Composed 9.7, Fizzit 9.0. Takarau Welter Handicap, one mile and fifty-five yards.: [958, 634, 1108, 703]
- farm-listing: 214 ACRES FREEHOLD, all in grass, 12 paddocks, all ploughable, 120 acres ploughed; metalled road, ¾-mile from school, creamery, post office and railway station; 7-roomed house, 20-bail cowshed and other outbuildings. Lease for five years at 12s per acre rent, with purchasing clause £29. Stock can be taken over at valuation. No weeds.: [15, 1110, 283, 1145]
- article-subheading: THE STRATFORD MAIN TRUNK.: [650, 331, 776, 341]
- article-subheading: THAT PLEDGE AGAIN.: [501, 341, 589, 351]
- article-paragraph: Mayor of New Plymouth, and a member of this Hospital Board, resented over that special meeting of the Council and the Council's arrangements entered into between the Board and his Council. He was aware that at the express wish of his Council embodied in a letter, this Board was asked to intervene in the condition of the borough. Mr. McAllum then referred to the press reports of the Works Committee of the Borough Council.: [466, 1018, 624, 1095]
- article-paragraph: Mayor of New Plymouth, and a member of this Hospital Board, resented over that special meeting of the Council and the Council's arrangements entered into between the Board and his Council. He was aware that at the express wish of his Council embodied in a letter, this Board was asked to intervene in the condition of the borough. Mr. McAllum then referred to the press reports of the Works Committee of the Borough Council.: [466, 430, 624, 507]
- motor-item-name: Bradbury two speed: [15, 707, 121, 719]
- article-paragraph: By Cable—Press Association—Copyright. Palmerston North, Tuesday. The following are the acceptances for the Manawatu meeting on April 29: Karere Hurdles, Hack, one mile and three-quarters.—The Rover 11.8, Huia 10.5, Timothy 10.5, Anchorage, Kuranui 10.0, Composed 9.7, Fizzit 9.0. Takarau Welter Handicap, one mile and fifty-five yards.: [958, 927, 1108, 995]
- article-paragraph: Mayor of New Plymouth, and a member of this Hospital Board, resented over that special meeting of the Council and the Council's arrangements entered into between the Board and his Council. He was aware that at the express wish of his Council embodied in a letter, this Board was asked to intervene in the condition of the borough. Mr. McAllum then referred to the press reports of the Works Committee of the Borough Council.: [466, 509, 624, 586]
- article-paragraph: IF YOU WANT YOUR FURNITURE REMOVED OR STORED, put it in our hands and have satisfaction. The N.Z. EXPRESS CO. LTD.: [958, 1302, 1108, 1337]
- article-subheading: A HEATED INTERLUDE.: [332, 76, 426, 85]
- motor-item-price: £97 10s 0: [234, 719, 283, 731]
- article-paragraph: would they allow the use of narrow tyres. Heavy waggons and bullock drays were absolutely debarred from using the roads in winter. In the North Island, however, the local bodies seemed to take no care of or pains with their roads. The nature of the country on which the roads were laid in the North Island demanded more care than in the South, for the land here was mostly loose and friable, and metalled roads would not stand the heavy and ridiculous traffic in winter.: [800, 1186, 954, 1272]
- separator-agents: ALFA-LAVAL AGENTS: [15, 280, 96, 290]
- hb-window-display: See Window Display.: [884, 341, 1024, 357]
- article-paragraph: A matter of lively interest to the citizens of New Plymouth came up at the Hospital Board meeting yesterday, when the actions of the New Plymouth Borough Council regarding the baths at the beach were sharply criticised by members. Dr. Kendall, health inspector, reported that the Council had failed to carry out the necessary works, and the Board expressed strong disapproval. Mr. W. Browne, one member, described the Council as a "heartless body" in its dealings with the Hospital Board.: [296, 621, 462, 706]
- seeds-town: KAPONGA.: [224, 507, 264, 517]
- article-subheading: THE ISSUE OF GRANTS IN AID.: [817, 641, 937, 651]
- article-paragraph: A matter of lively interest to the citizens of New Plymouth came up at the Hospital Board meeting yesterday, when the actions of the New Plymouth Borough Council regarding the baths at the beach were sharply criticised by members. Dr. Kendall, health inspector, reported that the Council had failed to carry out the necessary works, and the Board expressed strong disapproval. Mr. W. Browne, one member, described the Council as a "heartless body" in its dealings with the Hospital Board.: [296, 968, 462, 1053]
- separator-heading-2: Why not Buy the Best?: [15, 70, 150, 109]
- article-paragraph: The Minister for Public Works (the Hon. W. Fraser) arrived in Waitara on Tuesday, and the Mayor of New Plymouth met him with a deputation. Last night he was banqueted at Waitara, and to-day he will return to Waitara, where he will receive deputations and this evening will attend a banquet at Urenui. On Friday he will visit New Plymouth.: [630, 465, 796, 525]
- tea-tagline: The finest leaf from the best plantations, it has captured the public taste from the North Cape to the Bluff. "The Lancet" says: "Fine tea means better health.": [17, 1489, 281, 1503]
- motor-town: New Plymouth.: [188, 775, 253, 785]
- motor-heading: MOTOR: [15, 593, 137, 626]
- article-subheading: WATER CARRIAGE.: [838, 1002, 916, 1012]
- article-paragraph: Mayor of New Plymouth, and a member of this Hospital Board, resented over that special meeting of the Council and the Council's arrangements entered into between the Board and his Council. He was aware that at the express wish of his Council embodied in a letter, this Board was asked to intervene in the condition of the borough. Mr. McAllum then referred to the press reports of the Works Committee of the Borough Council.: [466, 182, 624, 259]
- article-paragraph: Mayor of New Plymouth, and a member of this Hospital Board, resented over that special meeting of the Council and the Council's arrangements entered into between the Board and his Council. He was aware that at the express wish of his Council embodied in a letter, this Board was asked to intervene in the condition of the borough. Mr. McAllum then referred to the press reports of the Works Committee of the Borough Council.: [466, 770, 624, 847]
- hb-in: IN: [949, 241, 959, 251]
- separator-only-one: ONLY ONE BEST: [15, 198, 83, 209]
- lanes-brand: Lane's: [494, 1328, 595, 1369]
- separator-firm: E. GRIFFITHS & CO.: [41, 223, 257, 277]
- news-column-continued: [466, 26, 624, 1702]
- article-paragraph: The Minister for Public Works (the Hon. W. Fraser) arrived in Waitara on Tuesday, and the Mayor of New Plymouth met him with a deputation. Last night he was banqueted at Waitara, and to-day he will return to Waitara, where he will receive deputations and this evening will attend a banquet at Urenui. On Friday he will visit New Plymouth.: [630, 71, 796, 130]
- motor-price-row: [15, 731, 283, 743]
- article-paragraph: would they allow the use of narrow tyres. Heavy waggons and bullock drays were absolutely debarred from using the roads in winter. In the North Island, however, the local bodies seemed to take no care of or pains with their roads. The nature of the country on which the roads were laid in the North Island demanded more care than in the South, for the land here was mostly loose and friable, and metalled roads would not stand the heavy and ridiculous traffic in winter.: [800, 1460, 954, 1545]
- article-subheading: THE WATER SUPPLY.: [504, 759, 586, 769]
- farm-listing: 1257 ACRES FREEHOLD, 900 acres in grass, 5 paddocks, 500 acres ploughable; 3 miles from school and post office, 6 miles from railway. Will carry 2¼ sheep per acre, besides cattle. Price, £5 15s per acre.: [15, 1146, 283, 1173]
